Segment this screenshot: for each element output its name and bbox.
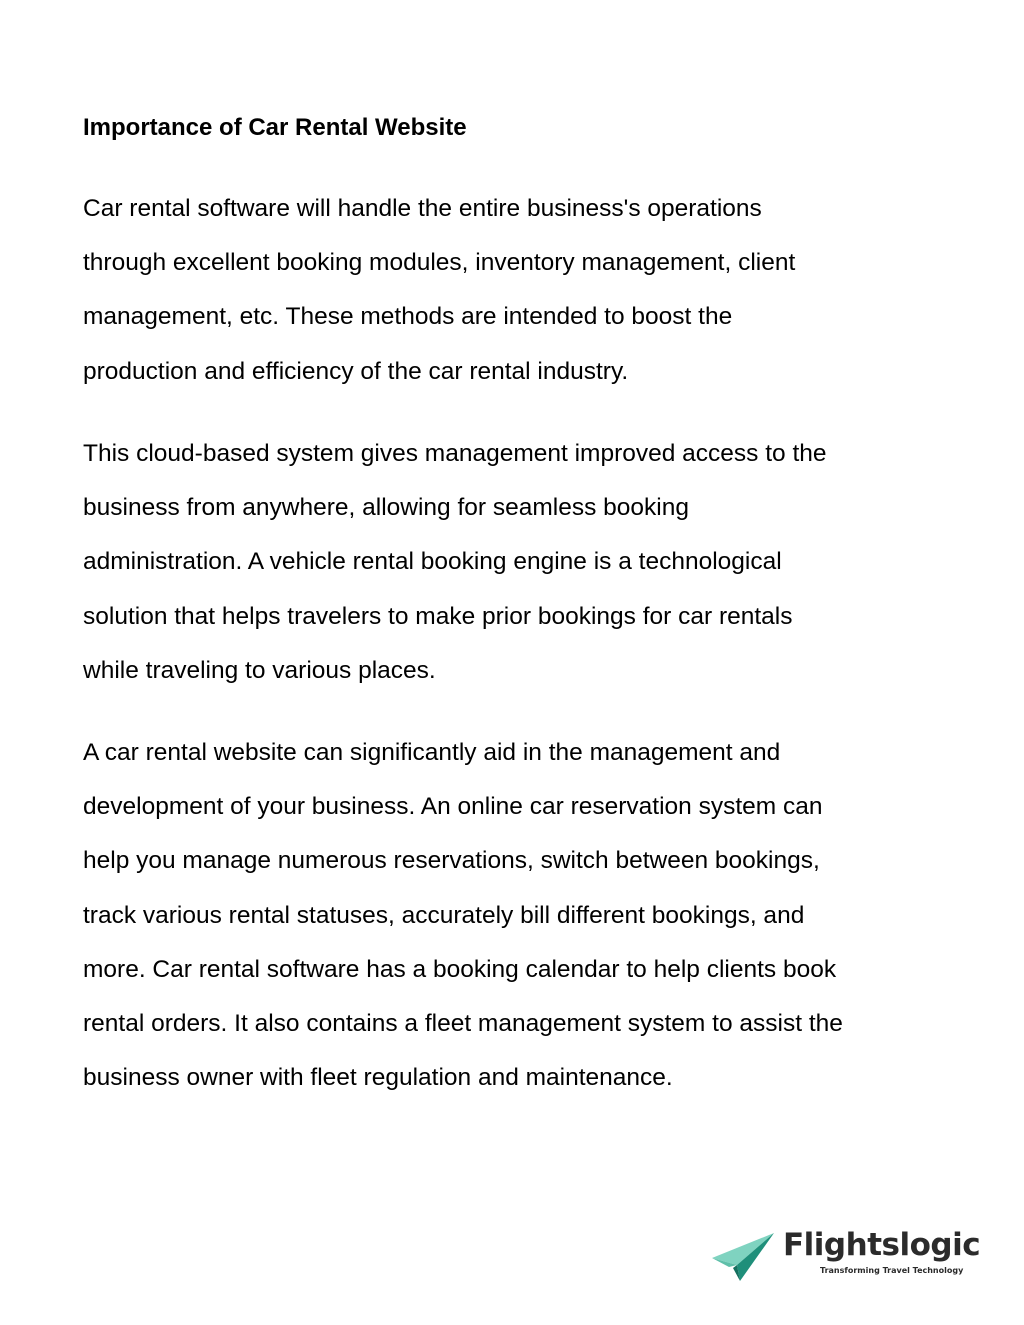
- logo-wordmark: Flightslogic: [783, 1227, 981, 1263]
- paragraph-line: This cloud-based system gives management improved access to the: [83, 440, 827, 467]
- paragraph-line: A car rental website can significantly aid in the management and: [83, 739, 781, 766]
- paper-plane-icon: [712, 1232, 778, 1282]
- paragraph-line: administration. A vehicle rental booking engine is a technological: [83, 548, 782, 576]
- paragraph-1: [83, 182, 963, 399]
- paragraph-3: [83, 726, 963, 1105]
- paragraph-line: solution that helps travelers to make prior bookings for car rentals: [83, 602, 793, 630]
- document-heading: Importance of Car Rental Website: [83, 114, 467, 141]
- paragraph-line: track various rental statuses, accurately bill different bookings, and: [83, 901, 805, 929]
- paragraph-line: development of your business. An online car reservation system can: [83, 793, 823, 821]
- paragraph-line: help you manage numerous reservations, switch between bookings,: [83, 847, 820, 875]
- logo-tagline: Transforming Travel Technology: [820, 1266, 964, 1275]
- paragraph-line: management, etc. These methods are intended to boost the: [83, 303, 733, 331]
- paragraph-line: Car rental software will handle the entire business's operations: [83, 195, 762, 222]
- paragraph-2: [83, 427, 963, 698]
- paragraph-line: more. Car rental software has a booking calendar to help clients book: [83, 955, 837, 983]
- paragraph-line: business from anywhere, allowing for seamless booking: [83, 494, 689, 522]
- paragraph-line: rental orders. It also contains a fleet management system to assist the: [83, 1010, 843, 1038]
- paragraph-line: through excellent booking modules, inventory management, client: [83, 249, 796, 277]
- paragraph-line: business owner with fleet regulation and maintenance.: [83, 1064, 673, 1092]
- paragraph-line: production and efficiency of the car rental industry.: [83, 357, 629, 385]
- paragraph-line: while traveling to various places.: [83, 656, 436, 684]
- flightslogic-logo: [712, 1226, 981, 1282]
